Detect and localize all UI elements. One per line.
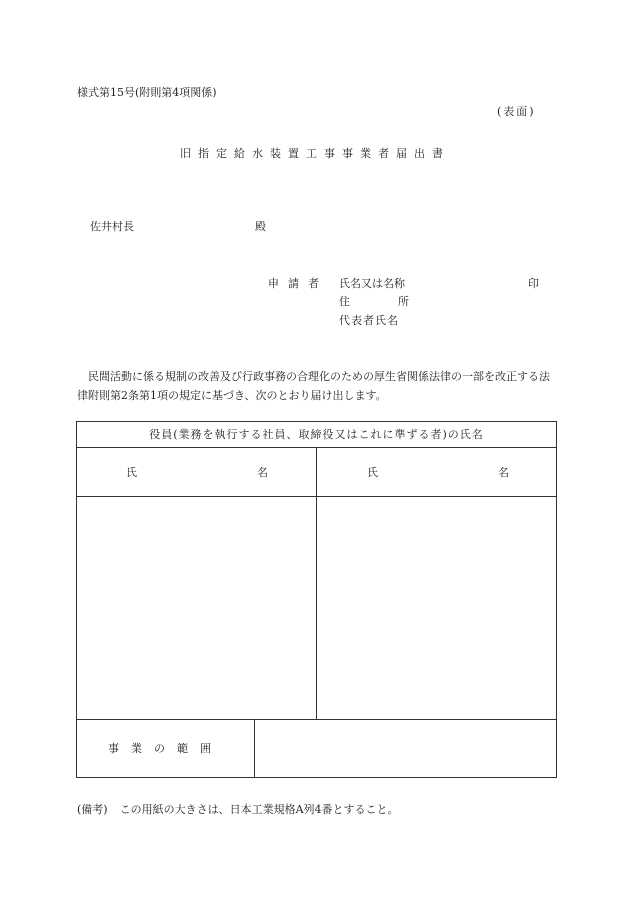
business-scope-label: 事業の範囲 [108, 742, 223, 755]
business-scope-field[interactable] [255, 720, 555, 777]
remarks-label: (備考) [77, 803, 108, 816]
column-header-given-name: 名 [257, 466, 268, 479]
document-title: 旧指定給水装置工事事業者届出書 [180, 147, 450, 160]
officers-table [76, 421, 557, 778]
representative-label: 代表者氏名 [339, 314, 399, 327]
applicant-label: 申請者 [268, 277, 328, 290]
address-char-2: 所 [398, 295, 409, 308]
address-char-1: 住 [339, 295, 350, 308]
officer-names-left[interactable] [77, 497, 316, 719]
honorific: 殿 [255, 220, 266, 233]
applicant-name-label: 氏名又は名称 [339, 277, 405, 290]
officers-table-header: 役員(業務を執行する社員、取締役又はこれに準ずる者)の氏名 [77, 422, 556, 448]
applicant-address-label [339, 293, 409, 309]
remarks-text: この用紙の大きさは、日本工業規格A列4番とすること。 [119, 803, 399, 816]
column-header-given-name: 名 [498, 466, 509, 479]
officer-names-right[interactable] [317, 497, 556, 719]
recipient: 佐井村長 [90, 220, 134, 233]
remarks [77, 801, 399, 817]
side-label: (表面) [497, 105, 536, 118]
form-number: 様式第15号(附則第4項関係) [77, 86, 217, 99]
seal-mark: 印 [528, 277, 539, 290]
column-header-surname: 氏 [367, 466, 378, 479]
column-header-surname: 氏 [126, 466, 137, 479]
body-paragraph: 民間活動に係る規制の改善及び行政事務の合理化のための厚生省関係法律の一部を改正する法律附則第2条第1項の規定に基づき、次のとおり届け出します。 [77, 370, 550, 402]
